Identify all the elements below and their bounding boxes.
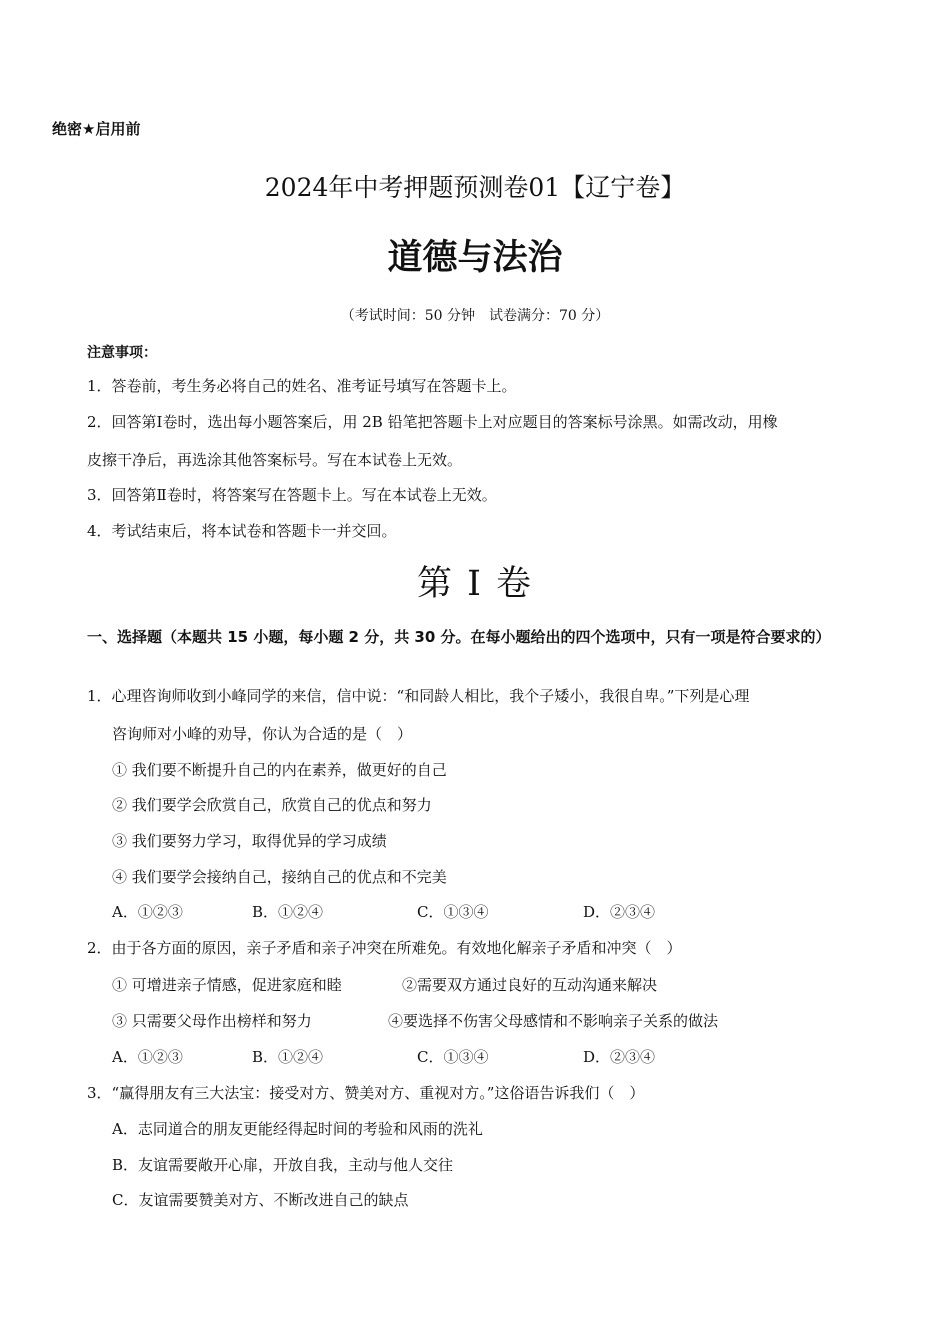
exam-info: （考试时间：50 分钟 试卷满分：70 分）	[340, 308, 610, 324]
answer-option-b[interactable]: B．①②④	[252, 903, 324, 921]
note-item: 1．答卷前，考生务必将自己的姓名、准考证号填写在答题卡上。	[87, 377, 517, 395]
section-heading: 一、选择题（本题共 15 小题，每小题 2 分，共 30 分。在每小题给出的四个选项中，只有一项是符合要求的）	[87, 628, 831, 646]
answer-option-c[interactable]: C．①③④	[417, 1048, 489, 1066]
answer-option-d[interactable]: D．②③④	[583, 903, 656, 921]
statement-item: ① 可增进亲子情感，促进家庭和睦	[112, 976, 342, 994]
question-stem: 2．由于各方面的原因，亲子矛盾和亲子冲突在所难免。有效地化解亲子矛盾和冲突（ ）	[87, 939, 682, 957]
note-item: 皮擦干净后，再选涂其他答案标号。写在本试卷上无效。	[87, 451, 463, 469]
subject-title: 道德与法治	[387, 238, 563, 278]
statement-item: ④ 我们要学会接纳自己，接纳自己的优点和不完美	[112, 868, 447, 886]
question-stem: 3．“赢得朋友有三大法宝：接受对方、赞美对方、重视对方。”这俗语告诉我们（ ）	[87, 1084, 645, 1102]
answer-option-c[interactable]: C．①③④	[417, 903, 489, 921]
answer-option-b[interactable]: B．友谊需要敞开心扉，开放自我，主动与他人交往	[112, 1156, 454, 1174]
note-item: 3．回答第Ⅱ卷时，将答案写在答题卡上。写在本试卷上无效。	[87, 486, 497, 504]
answer-option-a[interactable]: A．①②③	[112, 1048, 183, 1066]
note-item: 2．回答第Ⅰ卷时，选出每小题答案后，用 2B 铅笔把答题卡上对应题目的答案标号涂黑。如需改动，用橡	[87, 413, 778, 431]
answer-option-c[interactable]: C．友谊需要赞美对方、不断改进自己的缺点	[112, 1191, 409, 1209]
answer-option-d[interactable]: D．②③④	[583, 1048, 656, 1066]
notes-heading: 注意事项：	[87, 345, 157, 361]
question-stem: 1．心理咨询师收到小峰同学的来信，信中说：“和同龄人相比，我个子矮小，我很自卑。”下列是心理	[87, 687, 750, 705]
question-stem: 咨询师对小峰的劝导，你认为合适的是（ ）	[112, 725, 413, 743]
part-title: 第 I 卷	[416, 564, 534, 604]
statement-item: ③ 只需要父母作出榜样和努力	[112, 1012, 312, 1030]
statement-item: ④要选择不伤害父母感情和不影响亲子关系的做法	[388, 1012, 719, 1030]
statement-item: ②需要双方通过良好的互动沟通来解决	[402, 976, 658, 994]
statement-item: ① 我们要不断提升自己的内在素养，做更好的自己	[112, 761, 447, 779]
answer-option-a[interactable]: A．志同道合的朋友更能经得起时间的考验和风雨的洗礼	[112, 1120, 483, 1138]
exam-title: 2024年中考押题预测卷01【辽宁卷】	[264, 173, 686, 202]
answer-option-a[interactable]: A．①②③	[112, 903, 183, 921]
statement-item: ③ 我们要努力学习，取得优异的学习成绩	[112, 832, 387, 850]
statement-item: ② 我们要学会欣赏自己，欣赏自己的优点和努力	[112, 796, 432, 814]
note-item: 4．考试结束后，将本试卷和答题卡一并交回。	[87, 522, 397, 540]
answer-option-b[interactable]: B．①②④	[252, 1048, 324, 1066]
confidential-label: 绝密★启用前	[52, 120, 141, 138]
